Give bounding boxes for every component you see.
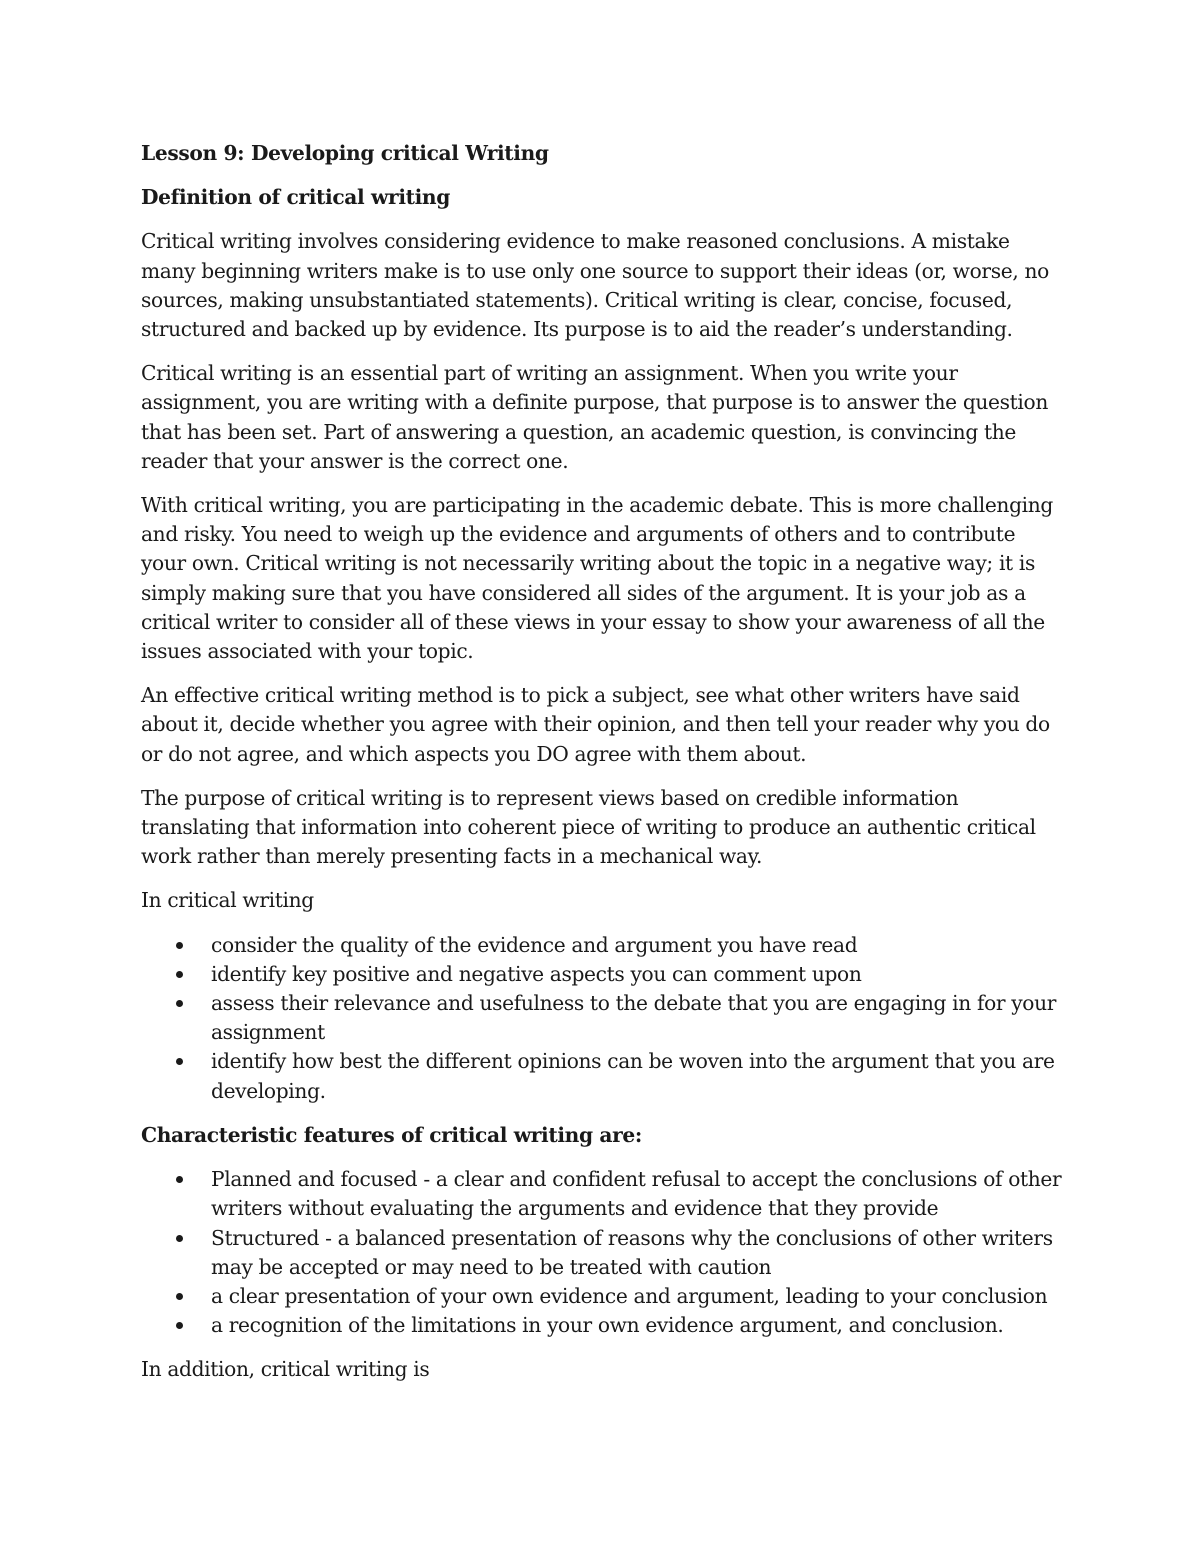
definition-heading: Definition of critical writing xyxy=(141,185,451,210)
paragraph-academic-debate: With critical writing, you are participating in the academic debate. This is more challenging and risky. You need to weigh up the evidence and arguments of others and to contribute your own. Critical writing is not necessarily writing about the topic in a negative way; it is simply making sure that you have considered all sides of the argument. It is your job as a critical writer to consider all of these views in your essay to show your awareness of all the issues associated with your topic. xyxy=(141,493,1053,664)
features-heading: Characteristic features of critical writing are: xyxy=(141,1122,643,1147)
in-critical-writing-intro: In critical writing xyxy=(141,888,314,913)
bullet-icon xyxy=(176,942,183,949)
list-item-text: consider the quality of the evidence and argument you have read xyxy=(211,932,858,957)
list-item-text: Structured - a balanced presentation of reasons why the conclusions of other writers may be accepted or may need to be treated with caution xyxy=(211,1225,1053,1279)
in-addition-text: In addition, critical writing is xyxy=(141,1357,430,1382)
paragraph-definition: Critical writing involves considering evidence to make reasoned conclusions. A mistake many beginning writers make is to use only one source to support their ideas (or, worse, no sources, making unsubstantiated statements). Critical writing is clear, concise, focused, structured and backed up by evidence. Its purpose is to aid the reader’s understanding. xyxy=(141,229,1049,342)
paragraph-purpose: The purpose of critical writing is to represent views based on credible information translating that information into coherent piece of writing to produce an authentic critical work rather than merely presenting facts in a mechanical way. xyxy=(141,785,1036,869)
bullet-icon xyxy=(176,971,183,978)
lesson-title: Lesson 9: Developing critical Writing xyxy=(141,141,549,165)
list-item-text: a clear presentation of your own evidence and argument, leading to your conclusion xyxy=(211,1283,1048,1308)
paragraph-effective-method: An effective critical writing method is to pick a subject, see what other writers have said about it, decide whether you agree with their opinion, and then tell your reader why you do or do not agree, and which aspects you DO agree with them about. xyxy=(141,683,1050,766)
bullet-icon xyxy=(176,1322,183,1329)
in-critical-writing-list xyxy=(141,931,1066,1106)
paragraph-essential-part: Critical writing is an essential part of writing an assignment. When you write your assignment, you are writing with a definite purpose, that purpose is to answer the question that has been set. Part of answering a question, an academic question, is convincing the reader that your answer is the correct one. xyxy=(141,361,1048,473)
list-item-text: identify key positive and negative aspects you can comment upon xyxy=(211,961,862,986)
bullet-icon xyxy=(176,1000,183,1007)
document-body xyxy=(141,139,1066,1400)
bullet-icon xyxy=(176,1293,183,1300)
bullet-icon xyxy=(176,1235,183,1242)
list-item xyxy=(141,1282,1066,1311)
bullet-icon xyxy=(176,1176,183,1183)
list-item xyxy=(141,1047,1066,1105)
features-list xyxy=(141,1165,1066,1340)
list-item xyxy=(141,1165,1066,1223)
list-item xyxy=(141,989,1066,1047)
list-item xyxy=(141,1224,1066,1282)
list-item xyxy=(141,931,1066,960)
list-item-text: Planned and focused - a clear and confident refusal to accept the conclusions of other writers without evaluating the arguments and evidence that they provide xyxy=(211,1167,1062,1221)
list-item-text: assess their relevance and usefulness to the debate that you are engaging in for your assignment xyxy=(211,991,1057,1045)
list-item xyxy=(141,960,1066,989)
bullet-icon xyxy=(176,1058,183,1065)
list-item-text: identify how best the different opinions can be woven into the argument that you are developing. xyxy=(211,1049,1055,1103)
list-item xyxy=(141,1311,1066,1340)
list-item-text: a recognition of the limitations in your own evidence argument, and conclusion. xyxy=(211,1313,1004,1338)
